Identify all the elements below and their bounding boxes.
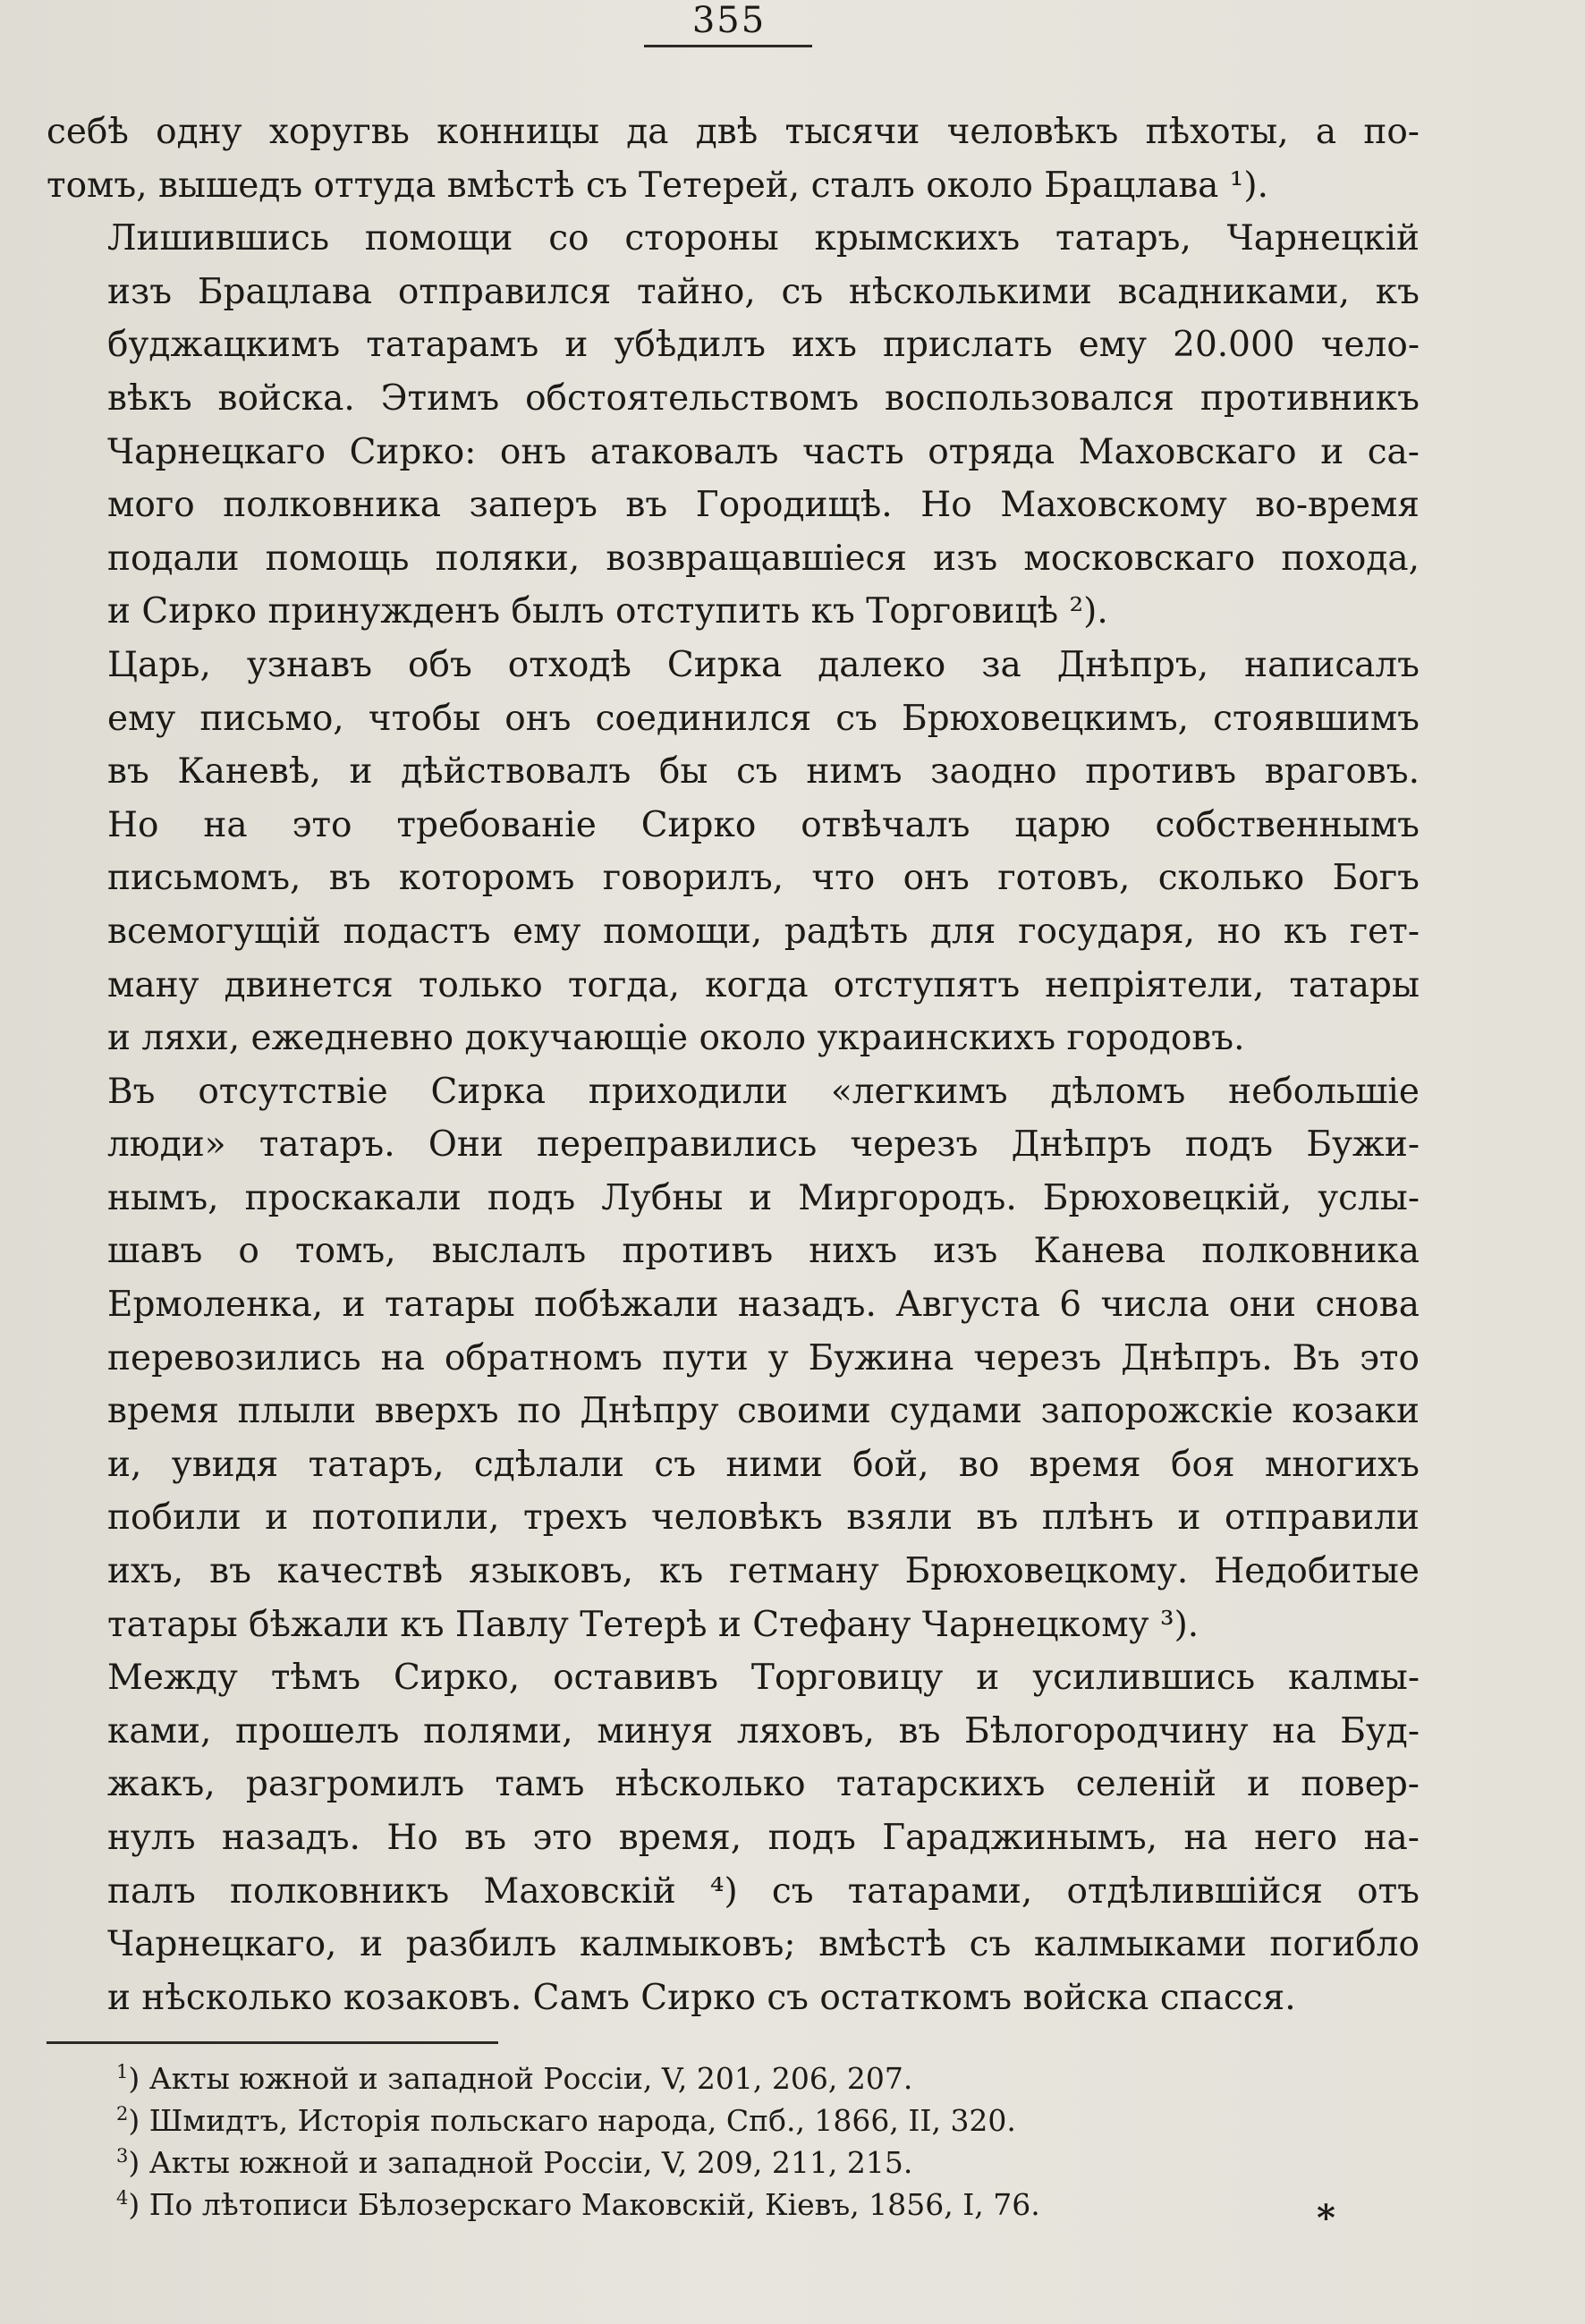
paragraph (47, 1651, 1420, 2024)
text-line: Но на это требованіе Сирко отвѣчалъ царю собственнымъ (107, 804, 1420, 845)
text-line: Чарнецкаго Сирко: онъ атаковалъ часть отряда Маховскаго и са- (107, 431, 1420, 472)
footnote-text: По лѣтописи Бѣлозерскаго Маковскій, Кіевъ, 1856, I, 76. (148, 2187, 1040, 2222)
body-text (47, 106, 1420, 2024)
paragraph (47, 212, 1420, 639)
text-line: Ермоленка, и татары побѣжали назадъ. Августа 6 числа они снова (107, 1285, 1420, 1326)
text-line: буджацкимъ татарамъ и убѣдилъ ихъ прислать ему 20.000 чело- (107, 325, 1420, 366)
text-line: и ляхи, ежедневно докучающіе около украинскихъ городовъ. (107, 1018, 1245, 1059)
text-line: и нѣсколько козаковъ. Самъ Сирко съ остаткомъ войска спасся. (107, 1977, 1296, 2018)
paragraph (47, 639, 1420, 1065)
text-line: ему письмо, чтобы онъ соединился съ Брюховецкимъ, стоявшимъ (107, 698, 1420, 739)
text-line: Лишившись помощи со стороны крымскихъ татаръ, Чарнецкій (107, 218, 1420, 259)
text-line: Между тѣмъ Сирко, оставивъ Торговицу и усилившись калмы- (107, 1658, 1420, 1699)
footnote-text: Акты южной и западной Россіи, V, 209, 211, 215. (148, 2145, 913, 2180)
footnote-rule (47, 2041, 498, 2044)
text-line: Царь, узнавъ объ отходѣ Сирка далеко за Днѣпръ, написалъ (107, 644, 1420, 685)
text-line: въ Каневѣ, и дѣйствовалъ бы съ нимъ заодно противъ враговъ. (107, 751, 1420, 793)
footnotes (116, 2057, 1351, 2226)
text-line: изъ Брацлава отправился тайно, съ нѣсколькими всадниками, къ (107, 271, 1420, 312)
text-line: Чарнецкаго, и разбилъ калмыковъ; вмѣстѣ съ калмыками погибло (107, 1924, 1420, 1965)
text-line: ками, прошелъ полями, минуя ляховъ, въ Бѣлогородчину на Буд- (107, 1710, 1420, 1751)
footnote-text: Шмидтъ, Исторія польскаго народа, Спб., 1866, II, 320. (148, 2103, 1016, 2138)
text-line: себѣ одну хоругвь конницы да двѣ тысячи человѣкъ пѣхоты, а по- (47, 112, 1420, 152)
footnote-mark: 1 (116, 2061, 129, 2082)
text-line: и, увидя татаръ, сдѣлали съ ними бой, во время боя многихъ (107, 1444, 1420, 1485)
text-line: томъ, вышедъ оттуда вмѣстѣ съ Тетерей, стaлъ около Брацлава ¹). (47, 165, 1269, 206)
text-line: шавъ о томъ, выслалъ противъ нихъ изъ Канева полковника (107, 1231, 1420, 1272)
footnote-mark: 3 (116, 2145, 129, 2167)
text-line: Въ отсутствіе Сирка приходили «легкимъ дѣломъ небольшіе (107, 1071, 1420, 1112)
header-rule (644, 45, 812, 47)
text-line: люди» татаръ. Они переправились черезъ Днѣпръ подъ Бужи- (107, 1124, 1420, 1166)
paragraph (47, 106, 1420, 212)
text-line: время плыли вверхъ по Днѣпру своими судами запорожскіе козаки (107, 1391, 1420, 1432)
text-line: письмомъ, въ которомъ говорилъ, что онъ готовъ, сколько Богъ (107, 858, 1420, 899)
text-line: мого полковника заперъ въ Городищѣ. Но Маховскому во-время (107, 485, 1420, 526)
text-line: нымъ, проскакали подъ Лубны и Миргородъ. Брюховецкій, услы- (107, 1177, 1420, 1218)
text-line: вѣкъ войска. Этимъ обстоятельствомъ воспользовался противникъ (107, 377, 1420, 419)
asterisk-mark: * (1317, 2197, 1335, 2239)
text-line: татары бѣжали къ Павлу Тетерѣ и Стефану Чарнецкому ³). (107, 1604, 1199, 1645)
text-line: нулъ назадъ. Но въ это время, подъ Гараджинымъ, на него на- (107, 1818, 1420, 1858)
footnote: $^2$) Шмидтъ, Исторія польскаго народа, Спб., 1866, II, 320. (116, 2103, 1016, 2138)
footnote: $^1$) Акты южной и западной Россіи, V, 201, 206, 207. (116, 2061, 913, 2096)
text-line: и Сирко принужденъ былъ отступить къ Торговицѣ ²). (107, 591, 1108, 632)
footnote: $^3$) Акты южной и западной Россіи, V, 209, 211, 215. (116, 2145, 913, 2180)
footnote-text: Акты южной и западной Россіи, V, 201, 206, 207. (148, 2061, 913, 2096)
text-line: побили и потопили, трехъ человѣкъ взяли въ плѣнъ и отправили (107, 1497, 1420, 1539)
paragraph (47, 1065, 1420, 1652)
text-line: перевозились на обратномъ пути у Бужина черезъ Днѣпръ. Въ это (107, 1337, 1420, 1378)
text-line: всемогущій подастъ ему помощи, радѣть для государя, но къ гет- (107, 911, 1420, 952)
page-number: 355 (691, 0, 767, 41)
text-line: подали помощь поляки, возвращавшіеся изъ московскаго похода, (107, 538, 1420, 579)
footnote-mark: 4 (116, 2187, 129, 2209)
text-line: жакъ, разгромилъ тамъ нѣсколько татарскихъ селеній и повер- (107, 1764, 1420, 1805)
footnote: $^4$) По лѣтописи Бѣлозерскаго Маковскій, Кіевъ, 1856, I, 76. (116, 2187, 1040, 2222)
footnote-mark: 2 (116, 2103, 129, 2125)
text-line: ману двинется только тогда, когда отступятъ непріятели, татары (107, 964, 1420, 1005)
text-line: палъ полковникъ Маховскій ⁴) съ татарами, отдѣлившійся отъ (107, 1870, 1420, 1912)
text-line: ихъ, въ качествѣ языковъ, къ гетману Брюховецкому. Недобитые (107, 1551, 1420, 1592)
